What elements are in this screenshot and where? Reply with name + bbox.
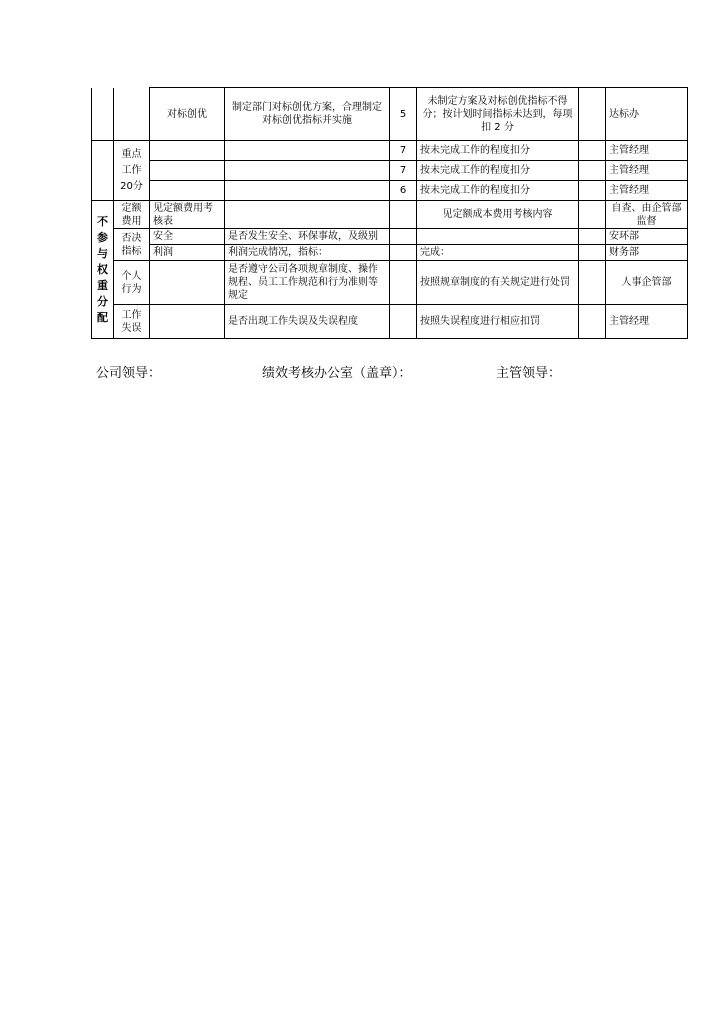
personal-label: 个人行为 (114, 261, 150, 305)
content-cell: 利润完成情况，指标： (225, 245, 390, 261)
dept-cell: 达标办 (606, 88, 688, 141)
score-cell: 5 (390, 88, 417, 141)
standard-cell: 按未完成工作的程度扣分 (417, 161, 579, 181)
quota-cost-label: 定额费用 (114, 201, 150, 229)
standard-cell: 按照规章制度的有关规定进行处罚 (417, 261, 579, 305)
table-row (92, 305, 688, 339)
standard-cell: 见定额成本费用考核内容 (417, 201, 579, 229)
dept-cell: 主管经理 (606, 141, 688, 161)
assessment-table (91, 87, 688, 339)
table-row (92, 229, 688, 245)
signature-footer (96, 362, 696, 382)
table-row (92, 141, 688, 161)
table-row (92, 201, 688, 229)
table-row (92, 181, 688, 201)
content-cell: 是否出现工作失误及失误程度 (225, 305, 390, 339)
item-cell: 利润 (150, 245, 225, 261)
mistake-label: 工作失误 (114, 305, 150, 339)
dept-cell: 主管经理 (606, 181, 688, 201)
office-label: 绩效考核办公室（盖章）： (262, 366, 412, 381)
supervisor-label: 主管领导： (496, 366, 562, 381)
content-cell: 是否发生安全、环保事故，及级别 (225, 229, 390, 245)
score-cell: 6 (390, 181, 417, 201)
table-row (92, 245, 688, 261)
score-cell: 7 (390, 141, 417, 161)
item-cell: 见定额费用考核表 (150, 201, 225, 229)
standard-cell: 按未完成工作的程度扣分 (417, 141, 579, 161)
dept-cell: 安环部 (606, 229, 688, 245)
table-row (92, 161, 688, 181)
not-weighted-label: 不 参 与 权 重 分 配 (92, 201, 114, 339)
table-row (92, 88, 688, 141)
table-row (92, 261, 688, 305)
dept-cell: 自查、由企管部监督 (606, 201, 688, 229)
standard-cell: 完成： (417, 245, 579, 261)
company-leader-label: 公司领导： (96, 366, 162, 381)
standard-cell: 按照失误程度进行相应扣罚 (417, 305, 579, 339)
standard-cell: 按未完成工作的程度扣分 (417, 181, 579, 201)
key-work-label: 重点工作20分 (114, 141, 150, 201)
item-cell: 安全 (150, 229, 225, 245)
content-cell: 制定部门对标创优方案，合理制定对标创优指标并实施 (225, 88, 390, 141)
dept-cell: 财务部 (606, 245, 688, 261)
content-cell: 是否遵守公司各项规章制度、操作规程、员工工作规范和行为准则等规定 (225, 261, 390, 305)
dept-cell: 主管经理 (606, 161, 688, 181)
standard-cell: 未制定方案及对标创优指标不得分；按计划时间指标未达到，每项扣 2 分 (417, 88, 579, 141)
item-cell: 对标创优 (150, 88, 225, 141)
dept-cell: 人事企管部 (606, 261, 688, 305)
veto-label: 否决指标 (114, 229, 150, 261)
score-cell: 7 (390, 161, 417, 181)
dept-cell: 主管经理 (606, 305, 688, 339)
